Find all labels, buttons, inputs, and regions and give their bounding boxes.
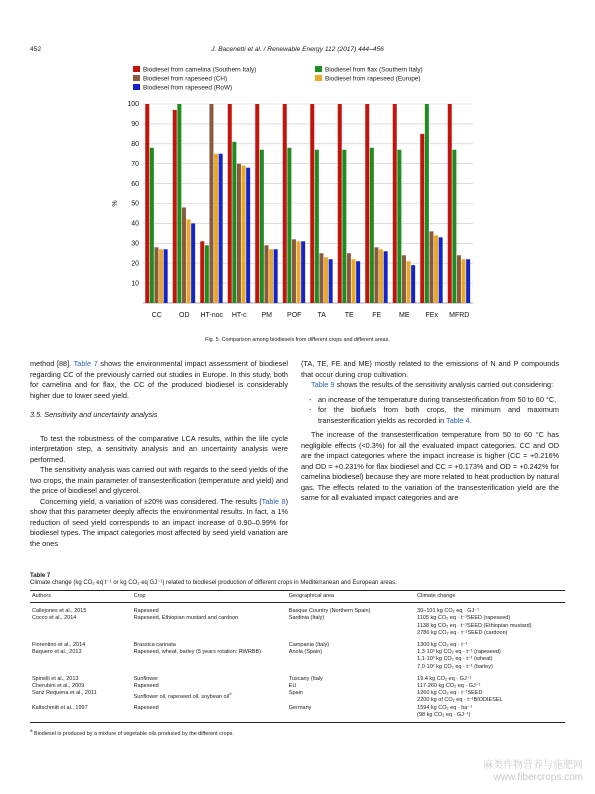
- bar: [402, 255, 406, 303]
- bar: [315, 150, 319, 303]
- bar: [310, 104, 314, 303]
- x-tick-label: ME: [399, 312, 410, 319]
- bar: [173, 110, 177, 303]
- figure-caption: Fig. 5. Comparison among biodiesels from different crops and different areas.: [205, 337, 390, 343]
- bar: [214, 154, 218, 303]
- citation: method [88].: [30, 359, 72, 368]
- bar: [393, 104, 397, 303]
- y-tick-label: 100: [127, 101, 139, 109]
- bar: [452, 150, 456, 303]
- x-tick-label: CC: [151, 312, 162, 319]
- bar: [425, 104, 429, 303]
- legend-swatch: [133, 75, 140, 81]
- bar: [466, 259, 470, 303]
- column-header: Authors: [30, 591, 132, 603]
- legend-swatch: [315, 75, 322, 81]
- bar: [187, 219, 191, 303]
- bar: [301, 241, 305, 303]
- table-row: Spinelli et al., 2013 Sunflower Tuscany (Italy 19.4 kg CO₂ eq · GJ⁻¹: [32, 675, 472, 682]
- x-tick-label: OD: [179, 312, 190, 319]
- table-row: Fiorentino et al., 2014 Brassica carinata Campania (Italy) 1300 kg CO₂ eq · t⁻¹: [32, 642, 468, 649]
- bar: [242, 166, 246, 303]
- y-tick-label: 30: [131, 240, 139, 248]
- bar: [434, 235, 438, 303]
- table-number: Table 7: [30, 573, 51, 579]
- footnote-marker[interactable]: a: [229, 691, 232, 697]
- section-heading: 3.5. Sensitivity and uncertainty analysis: [30, 410, 158, 419]
- bar: [150, 148, 154, 303]
- y-tick-label: 90: [131, 121, 139, 129]
- bar: [154, 247, 158, 303]
- table-row: Baquero et al., 2013 Rapeseed, wheat, barley (5 years rotation: RWRBB) Anola (Spain) 1,3·10³ kg CO₂ eq · t⁻¹ (rapeseed) 1,1·10³ kg CO₂ eq · t⁻¹ (wheat) 7,0·10² kg CO₂ eq · t⁻¹ (barley): [32, 649, 501, 670]
- legend-item-flax: Biodiesel from flax (Southern Italy): [315, 66, 423, 74]
- x-tick-label: PM: [261, 312, 272, 319]
- paragraph: The sensitivity analysis was carried out with regards to the seed yields of the two crops, the main parameter of transesterification (temperature and yield) and the price of biodiesel and glycerol.: [30, 465, 288, 495]
- column-header: Geographical area: [287, 591, 415, 603]
- bar: [342, 150, 346, 303]
- y-tick-label: 20: [131, 260, 139, 268]
- table-row: Cocco et al., 2014 Rapeseed, Ethiopian mustard and cardoon Sardinia (Italy) 1105 kg CO₂ eq · t⁻¹SEED (rapeseed) 1138 kg CO₂ eq · t⁻¹SEED (Ethiopian mustard) 2786 kg CO₂ eq · t⁻¹SEED (cardoon): [32, 615, 532, 636]
- bar: [420, 134, 424, 303]
- bar: [292, 239, 296, 303]
- bar: [219, 154, 223, 303]
- y-tick-label: 40: [131, 220, 139, 228]
- table-7-link[interactable]: Table 7: [73, 359, 98, 368]
- bar: [191, 223, 195, 303]
- legend-item-rapeseed-row: Biodiesel from rapeseed (RoW): [133, 84, 232, 92]
- page-number: 452: [30, 46, 42, 53]
- bar: [379, 249, 383, 303]
- bar: [329, 259, 333, 303]
- x-tick-label: MFRD: [449, 312, 470, 319]
- bullet-list: [301, 395, 559, 427]
- y-tick-label: 70: [131, 160, 139, 168]
- bar: [182, 207, 186, 303]
- bar: [324, 257, 328, 303]
- bar: [232, 142, 236, 303]
- y-tick-label: 50: [131, 200, 139, 208]
- bar: [228, 104, 232, 303]
- x-tick-label: TA: [317, 312, 326, 319]
- column-header: Crop: [132, 591, 287, 603]
- legend-item-rapeseed-ch: Biodiesel from rapeseed (CH): [133, 75, 227, 83]
- bar: [283, 104, 287, 303]
- table-row: Callejones et al., 2015 Rapeseed Basque Country (Northern Spain) 30–101 kg CO₂ eq · GJ⁻¹: [32, 608, 480, 615]
- bar: [338, 104, 342, 303]
- table-row: Cherubini et al., 2009 Rapeseed EU 117-260 kg CO₂ eq · GJ⁻¹: [32, 683, 481, 690]
- legend-item-rapeseed-europe: Biodiesel from rapeseed (Europe): [315, 75, 421, 83]
- table-7: [30, 573, 565, 737]
- bar: [205, 245, 209, 303]
- legend-swatch: [133, 66, 140, 72]
- x-tick-label: HT-noc: [200, 312, 224, 319]
- bar: [237, 164, 241, 303]
- table-footnote: $^a$ Biodiesel is produced by a mixture of vegetable oils produced by the different crops.: [30, 728, 234, 737]
- bar: [264, 245, 268, 303]
- table-row: Sanz Requena et al., 2011 Sunflower oil, rapeseed oil, soybean oil$^a$ Spain 1260 kg CO₂ eq · t⁻¹SEED 2200 kg of CO₂ eq · t⁻¹BIODIESEL: [32, 690, 503, 704]
- bar: [462, 259, 466, 303]
- bar: [255, 104, 259, 303]
- x-tick-label: POF: [287, 312, 302, 319]
- running-header: [30, 46, 565, 58]
- bar: [352, 259, 356, 303]
- bar: [439, 237, 443, 303]
- bar: [297, 241, 301, 303]
- bar-chart: [105, 98, 480, 333]
- bar: [177, 104, 181, 303]
- paragraph-text: shows the environmental impact assessment of biodiesel regarding CC of the previously carried out studies in Europe. In this study, both for camelina and for flax, the CC of the produced biodiesel is considerably higher due to lower seed yield.: [30, 359, 288, 400]
- table-9-link[interactable]: Table 9: [311, 380, 335, 389]
- table-caption: Climate change (kg CO₂ eq t⁻¹ or kg CO₂ eq GJ⁻¹) related to biodiesel production of different crops in Mediterranean and European areas.: [30, 580, 397, 586]
- list-item: - an increase of the temperature during transesterification from 50 to 60 °C,: [309, 395, 559, 406]
- legend-swatch: [315, 66, 322, 72]
- watermark: 麻类作物营养与施肥网 www.fibercrops.com: [483, 760, 583, 783]
- y-tick-label: 10: [131, 280, 139, 288]
- bar: [164, 249, 168, 303]
- bar: [260, 150, 264, 303]
- bar: [246, 168, 250, 303]
- bar: [287, 148, 291, 303]
- x-tick-label: TE: [344, 312, 354, 319]
- paragraph: To test the robustness of the comparative LCA results, within the life cycle interpretation step, a sensitivity analysis and an uncertainty analysis were performed.: [30, 433, 288, 464]
- paragraph: (TA, TE, FE and ME) mostly related to the emissions of N and P compounds that occur during crop cultivation.: [301, 359, 559, 379]
- table-row: Kaltschmitt et al., 1997 Rapeseed Germany 1594 kg CO₂ eq · ha⁻¹ (98 kg CO₂ eq · GJ⁻¹): [30, 705, 565, 723]
- bar: [457, 255, 461, 303]
- bar: [374, 247, 378, 303]
- bar: [319, 253, 323, 303]
- column-header: Climate change: [415, 591, 565, 603]
- bar: [448, 104, 452, 303]
- bar: [209, 104, 213, 303]
- bar: [274, 249, 278, 303]
- list-item: - for the biofuels from both crops, the minimum and maximum transesterification yields as recorded in Table 4.: [309, 405, 559, 426]
- y-axis-label: %: [112, 200, 119, 207]
- x-tick-label: FE: [372, 312, 382, 319]
- data-table: [30, 590, 565, 723]
- table-4-link[interactable]: Table 4: [446, 415, 470, 425]
- y-tick-label: 80: [131, 141, 139, 148]
- bar: [356, 261, 360, 303]
- x-tick-label: FEx: [425, 312, 438, 319]
- bar: [384, 251, 388, 303]
- right-column: (TA, TE, FE and ME) mostly related to the emissions of N and P compounds that occur during crop cultivation. Table 9 shows the results of the sensitivity analysis carried out considering: - an increase of the temperature during transesterification from 50 to 60 °C, - for the biofuels from both crops, the minimum and maximum transesterification yields as recorded in Table 4. The increase of the transesterification temperature from 50 to 60 °C has negligible effects (<0.3%) for all the evaluated impact categories. CC and OD are the impact categories where the impact increase is higher (CC = +0.216% and OD = +0.231% for flax biodiesel and CC = +0.173% and OD = +0.242% for camelina biodiesel) because they are more related to heat production by natural gas. The effects related to the variation of the transesterification yield are the same for all evaluated impact categories and are: [301, 359, 559, 504]
- bar: [347, 253, 351, 303]
- bar: [429, 231, 433, 303]
- legend-item-camelina: Biodiesel from camelina (Southern Italy): [133, 66, 256, 74]
- bar: [159, 249, 163, 303]
- bar: [370, 148, 374, 303]
- bar: [407, 261, 411, 303]
- bar: [411, 265, 415, 303]
- bar: [397, 150, 401, 303]
- journal-citation: J. Bacenetti et al. / Renewable Energy 112 (2017) 444–456: [211, 46, 384, 53]
- bar: [365, 104, 369, 303]
- legend-swatch: [133, 84, 140, 90]
- table-8-link[interactable]: Table 8: [261, 496, 286, 506]
- x-tick-label: HT-c: [231, 312, 247, 319]
- bar: [145, 104, 149, 303]
- left-column: method [88]. Table 7 shows the environmental impact assessment of biodiesel regarding CC of the previously carried out studies in Europe. In this study, both for camelina and for flax, the CC of the produced biodiesel is considerably higher due to lower seed yield. 3.5. Sensitivity and uncertainty analysis To test the robustness of the comparative LCA results, within the life cycle interpretation step, a sensitivity analysis and an uncertainty analysis were performed. The sensitivity analysis was carried out with regards to the seed yields of the two crops, the main parameter of transesterification (temperature and yield) and the price of biodiesel and glycerol. Concerning yield, a variation of ±20% was considered. The results (Table 8) show that this parameter deeply affects the environmental results. In fact, a 1% reduction of seed yield corresponds to an impact increase of 0.90–0.99% for biodiesel types. The impact categories most affected by seed yield variation are the ones: [30, 359, 289, 548]
- y-tick-label: 60: [131, 180, 139, 188]
- bar: [269, 249, 273, 303]
- paragraph: The increase of the transesterification temperature from 50 to 60 °C has negligible effects (<0.3%) for all the evaluated impact categories. CC and OD are the impact categories where the impact increase is higher (CC = +0.216% and OD = +0.231% for flax biodiesel and CC = +0.173% and OD = +0.242% for camelina biodiesel) because they are more related to heat production by natural gas. The effects related to the variation of the transesterification yield are the same for all evaluated impact categories and are: [301, 430, 559, 502]
- bar: [200, 241, 204, 303]
